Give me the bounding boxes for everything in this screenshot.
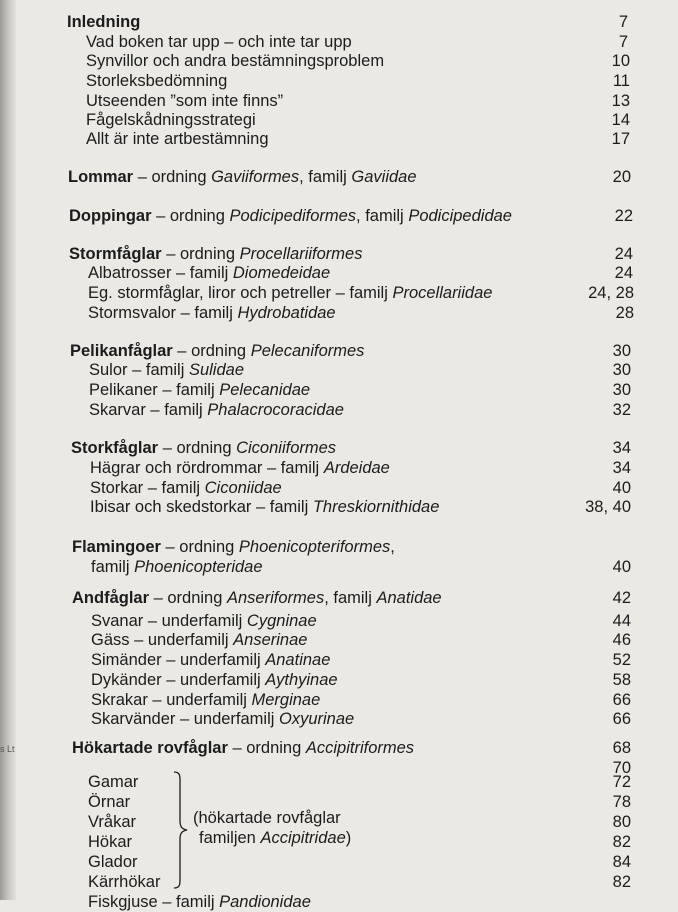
toc-heading-row [0,588,678,608]
toc-latin-name: Podicipediformes [229,207,357,225]
toc-entry-row [0,283,678,303]
toc-text: Sulor – familj [89,361,189,379]
toc-entry-title [88,812,136,832]
toc-page-number: 24 [614,245,633,263]
toc-entry-row [0,611,678,631]
toc-heading: Pelikanfåglar [70,342,173,360]
toc-entry-row [0,303,678,323]
toc-page-number: 42 [612,589,631,607]
toc-order-label: – ordning [161,245,240,263]
brace-note-prefix: familjen [199,829,261,847]
toc-text: Fiskgjuse – familj [88,893,220,911]
toc-page-number: 32 [612,401,631,419]
toc-latin-name: Ciconiidae [204,479,282,497]
toc-heading-row [0,537,678,557]
toc-entry-title [86,32,352,52]
toc-latin-name: Diomedeidae [232,264,331,282]
toc-entry-title [72,738,414,758]
toc-latin-name: Cygninae [246,612,317,630]
toc-latin-name: Hydrobatidae [237,304,336,322]
toc-heading: Inledning [67,13,141,31]
toc-text: Eg. stormfåglar, liror och petreller – familj [88,284,393,302]
toc-latin-name: Podicipedidae [408,207,512,225]
toc-entry-row [0,71,678,91]
toc-entry-title [90,497,439,517]
toc-heading: Flamingoer [72,538,161,556]
toc-entry-title [86,91,283,111]
toc-entry-row [0,400,678,420]
toc-text: Vråkar [88,813,136,831]
toc-page-number: 40 [612,558,631,576]
toc-page-number: 22 [614,207,633,225]
toc-entry-row [0,690,678,710]
toc-text: , familj [299,168,352,186]
toc-entry-title [70,341,364,361]
toc-page-number: 72 [612,773,631,791]
toc-entry-title [91,650,330,670]
toc-entry-title [88,263,330,283]
toc-heading-row [0,12,678,32]
toc-entry-title [72,537,395,557]
toc-text: Fågelskådningsstrategi [86,111,256,129]
toc-entry-title [90,458,390,478]
toc-page-number: 82 [612,833,631,851]
toc-text: Ibisar och skedstorkar – familj [90,498,313,516]
toc-entry-title [91,630,307,650]
toc-entry-row [0,709,678,729]
toc-page-number: 10 [611,52,630,70]
toc-entry-title [67,12,140,32]
toc-entry-row [0,360,678,380]
toc-page-number: 78 [612,793,631,811]
toc-entry-title [86,129,269,149]
toc-page-number: 11 [612,72,630,90]
toc-page-number: 58 [612,671,631,689]
brace-symbol [172,771,188,889]
toc-text: Storleksbedömning [86,72,228,90]
toc-heading-row [0,438,678,458]
toc-text: Kärrhökar [88,873,161,891]
toc-entry-row [0,129,678,149]
toc-page-number: 66 [612,691,631,709]
toc-text: Synvillor och andra bestämningsproblem [86,52,385,70]
toc-latin-name: Oxyurinae [279,710,355,728]
toc-text: Hökar [88,833,133,851]
toc-entry-title [91,557,263,577]
toc-latin-name: Anseriformes [227,589,325,607]
toc-text: Pelikaner – familj [89,381,220,399]
toc-page-number: 14 [611,111,630,129]
toc-page-number: 38, 40 [585,498,631,516]
toc-text: Gäss – underfamilj [91,631,234,649]
toc-latin-name: Ciconiiformes [236,439,337,457]
toc-latin-name: Gaviidae [351,168,417,186]
toc-latin-name: Merginae [251,691,321,709]
toc-latin-name: Gaviiformes [211,168,300,186]
toc-entry-title [86,51,384,71]
toc-latin-name: Ardeidae [323,459,390,477]
toc-entry-title [91,709,354,729]
toc-entry-title [88,283,492,303]
toc-entry-row [0,557,678,577]
toc-entry-title [72,588,442,608]
toc-latin-name: Procellariiformes [239,245,363,263]
toc-entry-title [88,772,138,792]
toc-page-number: 13 [611,92,630,110]
toc-entry-title [88,872,160,892]
toc-text: Vad boken tar upp – och inte tar upp [86,33,352,51]
toc-page-number: 30 [612,342,631,360]
toc-page-number: 80 [612,813,631,831]
toc-text: Utseenden ”som inte finns” [86,92,284,110]
toc-entry-title [88,792,130,812]
toc-heading-row [0,341,678,361]
toc-entry-row [0,670,678,690]
toc-entry-row [0,478,678,498]
toc-text: Glador [88,853,138,871]
toc-entry-row [0,458,678,478]
toc-latin-name: Anatidae [376,589,442,607]
toc-latin-name: Threskiornithidae [312,498,440,516]
toc-entry-title [71,438,336,458]
toc-order-label: – ordning [151,207,230,225]
toc-order-label: – ordning [172,342,251,360]
toc-entry-row [0,872,678,892]
toc-text: Örnar [88,793,131,811]
toc-text: Dykänder – underfamilj [91,671,266,689]
toc-page-number: 40 [612,479,631,497]
toc-page-number: 84 [612,853,631,871]
toc-page-number: 30 [612,381,631,399]
toc-page-number: 44 [612,612,631,630]
toc-heading: Andfåglar [72,589,150,607]
toc-entry-row [0,32,678,52]
toc-latin-name: Phoenicopteriformes [238,538,391,556]
toc-heading-row [0,738,678,758]
toc-latin-name: Anatinae [265,651,331,669]
toc-entry-row [0,772,678,792]
toc-entry-row [0,630,678,650]
toc-page-number: 30 [612,361,631,379]
toc-entry-row [0,263,678,283]
toc-entry-title [88,303,336,323]
toc-latin-name: Pelecaniformes [250,342,365,360]
toc-entry-row [0,892,678,912]
brace-note-family: Accipitridae [260,829,346,847]
toc-order-label: – ordning [133,168,212,186]
toc-order-label: – ordning [149,589,227,607]
toc-page-number: 24, 28 [588,284,634,302]
toc-text: Gamar [88,773,139,791]
toc-heading: Doppingar [69,207,152,225]
toc-page-number: 17 [611,130,630,148]
toc-entry-title [86,110,256,130]
toc-entry-title [69,206,512,226]
toc-latin-name: Phalacrocoracidae [207,401,344,419]
toc-entry-row [0,852,678,872]
brace-note-line1: (hökartade rovfåglar [193,809,341,827]
toc-entry-title [90,478,282,498]
toc-text: Hägrar och rördrommar – familj [90,459,324,477]
toc-text: Skrakar – underfamilj [91,691,252,709]
toc-page-number: 34 [612,439,631,457]
toc-text: Albatrosser – familj [88,264,233,282]
toc-page-number: 7 [618,13,628,31]
toc-text: Allt är inte artbestämning [86,130,269,148]
toc-text: , familj [324,589,377,607]
toc-latin-name: Pandionidae [219,893,311,911]
toc-latin-name: Procellariidae [392,284,493,302]
toc-page-number: 28 [615,304,634,322]
toc-page-number: 24 [614,264,633,282]
toc-heading-row [0,244,678,264]
toc-entry-title [88,892,311,912]
toc-entry-title [88,852,138,872]
toc-text: Skarvar – familj [89,401,208,419]
toc-page-number: 66 [612,710,631,728]
toc-heading-row [0,206,678,226]
toc-order-label: – ordning [160,538,239,556]
brace-note-line2 [199,828,351,848]
toc-latin-name: Pelecanidae [219,381,311,399]
toc-entry-row [0,380,678,400]
toc-text: , [390,538,395,556]
toc-page-number: 34 [612,459,631,477]
toc-latin-name: Sulidae [188,361,244,379]
toc-entry-row [0,51,678,71]
toc-entry-title [91,690,320,710]
toc-heading: Lommar [68,168,134,186]
toc-entry-row [0,650,678,670]
toc-page-number: 82 [612,873,631,891]
toc-order-label: – ordning [158,439,237,457]
toc-order-label: – ordning [227,739,306,757]
toc-entry-title [88,832,132,852]
toc-latin-name: Phoenicopteridae [134,558,263,576]
toc-entry-title [69,244,362,264]
toc-page-number: 7 [618,33,628,51]
toc-heading: Stormfåglar [69,245,162,263]
toc-latin-name: Aythyinae [265,671,338,689]
toc-entry-title [89,380,310,400]
toc-entry-title [91,670,338,690]
toc-text: , familj [356,207,409,225]
toc-entry-title [89,360,244,380]
toc-entry-row [0,110,678,130]
toc-text: Storkar – familj [90,479,205,497]
brace-note-suffix: ) [345,829,352,847]
margin-mark: s Lt [0,744,15,754]
toc-latin-name: Anserinae [233,631,308,649]
toc-page-number: 20 [612,168,631,186]
toc-text: familj [91,558,135,576]
toc-text: Stormsvalor – familj [88,304,238,322]
toc-text: Simänder – underfamilj [91,651,266,669]
toc-entry-title [89,400,344,420]
toc-page-number: 52 [612,651,631,669]
toc-entry-title [91,611,317,631]
toc-latin-name: Accipitriformes [305,739,415,757]
toc-heading-row [0,167,678,187]
toc-entry-title [68,167,417,187]
toc-heading: Hökartade rovfåglar [72,739,228,757]
toc-entry-title [86,71,227,91]
toc-text: Skarvänder – underfamilj [91,710,280,728]
toc-entry-row [0,91,678,111]
toc-entry-row [0,497,678,517]
toc-page-number: 70 [612,759,631,777]
toc-page-number: 46 [612,631,631,649]
toc-text: Svanar – underfamilj [91,612,247,630]
toc-heading: Storkfåglar [71,439,159,457]
toc-page-number: 68 [612,739,631,757]
